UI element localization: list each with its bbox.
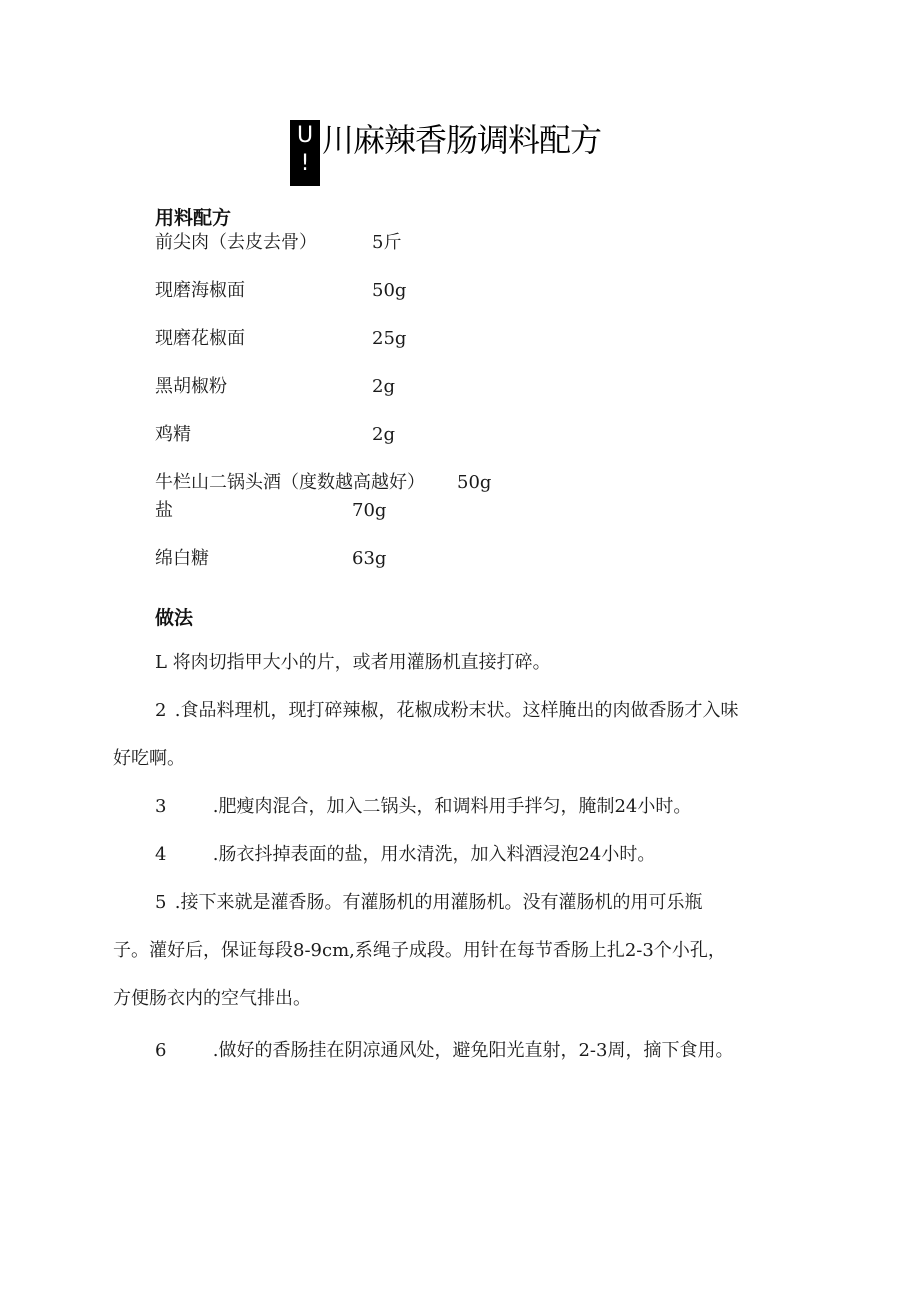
ingredients-heading: 用料配方 bbox=[155, 207, 232, 229]
ingredient-row bbox=[155, 375, 755, 399]
step-5-continued bbox=[113, 987, 311, 1011]
page-title bbox=[290, 120, 601, 186]
step-text: .接下来就是灌香肠。有灌肠机的用灌肠机。没有灌肠机的用可乐瓶 bbox=[174, 892, 703, 913]
step-text: .做好的香肠挂在阴凉通风处，避免阳光直射，2-3周，摘下食用。 bbox=[212, 1040, 734, 1061]
step-number: 2 bbox=[155, 700, 167, 721]
step-4 bbox=[155, 843, 655, 867]
ingredient-name: 现磨花椒面 bbox=[155, 328, 245, 349]
ingredient-row bbox=[155, 327, 755, 351]
ingredient-amount: 2g bbox=[372, 424, 395, 445]
ingredient-amount: 25g bbox=[372, 328, 407, 349]
step-number: 3 bbox=[155, 796, 167, 817]
ingredient-amount: 2g bbox=[372, 376, 395, 397]
ingredient-row bbox=[155, 231, 755, 255]
step-6 bbox=[155, 1039, 733, 1063]
ingredient-row bbox=[155, 499, 755, 523]
step-number: 5 bbox=[155, 892, 167, 913]
step-2 bbox=[155, 699, 738, 723]
step-number: 6 bbox=[155, 1040, 167, 1061]
step-3 bbox=[155, 795, 691, 819]
ingredient-name: 现磨海椒面 bbox=[155, 280, 245, 301]
step-text: 好吃啊。 bbox=[113, 748, 185, 769]
ingredient-name: 鸡精 bbox=[155, 424, 191, 445]
step-text: .肠衣抖掉表面的盐，用水清洗，加入料酒浸泡24小时。 bbox=[212, 844, 656, 865]
ingredient-name: 黑胡椒粉 bbox=[155, 376, 227, 397]
step-text: 子。灌好后，保证每段8-9cm,系绳子成段。用针在每节香肠上扎2-3个小孔， bbox=[113, 940, 726, 961]
step-text: .肥瘦肉混合，加入二锅头，和调料用手拌匀，腌制24小时。 bbox=[212, 796, 692, 817]
step-text: .食品料理机，现打碎辣椒，花椒成粉末状。这样腌出的肉做香肠才入味 bbox=[174, 700, 739, 721]
title-badge-top: U bbox=[296, 123, 314, 148]
step-5-continued bbox=[113, 939, 726, 963]
step-5 bbox=[155, 891, 702, 915]
ingredient-row bbox=[155, 279, 755, 303]
step-text: 将肉切指甲大小的片，或者用灌肠机直接打碎。 bbox=[172, 652, 551, 673]
title-badge-bottom: ! bbox=[300, 151, 310, 176]
ingredient-row bbox=[155, 547, 755, 571]
method-heading: 做法 bbox=[155, 607, 194, 629]
ingredient-name: 盐 bbox=[155, 500, 173, 521]
title-text: 川麻辣香肠调料配方 bbox=[322, 121, 602, 159]
step-1 bbox=[155, 651, 551, 675]
ingredient-name: 绵白糖 bbox=[155, 548, 209, 569]
ingredient-amount: 50g bbox=[372, 280, 407, 301]
step-text: 方便肠衣内的空气排出。 bbox=[113, 988, 311, 1009]
step-2-continued bbox=[113, 747, 185, 771]
ingredient-row bbox=[155, 423, 755, 447]
ingredient-amount: 63g bbox=[352, 548, 387, 569]
ingredient-amount: 70g bbox=[352, 500, 387, 521]
step-number: 4 bbox=[155, 844, 167, 865]
ingredient-name: 前尖肉（去皮去骨） bbox=[155, 232, 317, 253]
step-number: L bbox=[155, 652, 167, 673]
ingredient-amount: 5斤 bbox=[372, 232, 402, 253]
title-badge bbox=[290, 120, 320, 186]
ingredient-name: 牛栏山二锅头酒（度数越高越好） bbox=[155, 472, 425, 493]
ingredient-amount: 50g bbox=[457, 472, 492, 493]
ingredient-row bbox=[155, 471, 755, 495]
